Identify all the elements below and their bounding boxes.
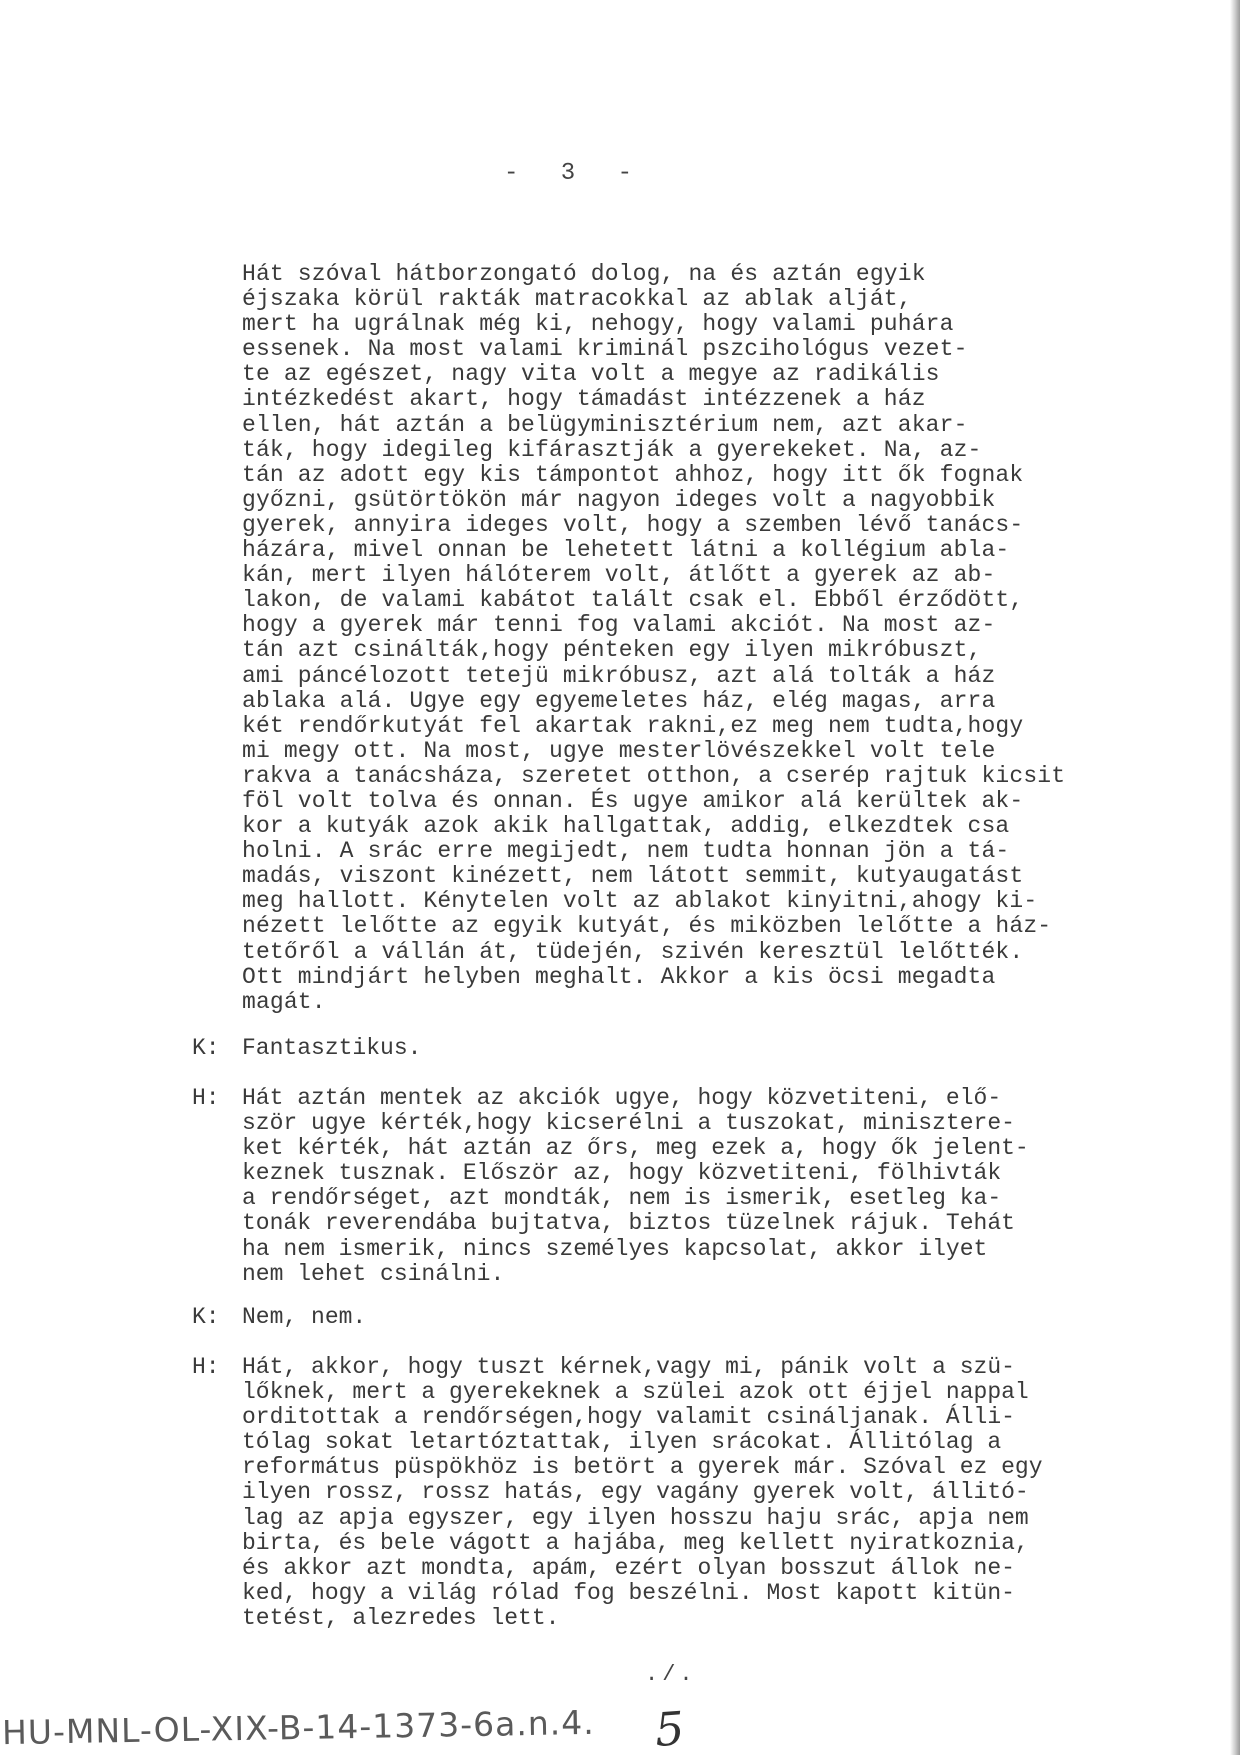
dialogue-text: Nem, nem. xyxy=(242,1304,367,1330)
speaker-label: H: xyxy=(192,1085,220,1111)
continuation-mark: ./. xyxy=(645,1662,697,1687)
speaker-label: K: xyxy=(192,1035,220,1061)
speaker-label: H: xyxy=(192,1354,220,1380)
opening-paragraph: Hát szóval hátborzongató dolog, na és aztán egyik éjszaka körül rakták matracokkal az ablak alját, mert ha ugrálnak még ki, nehogy, hogy valami puhára essenek. Na most valami kriminál pszcihológus vezet- te az egészet, nagy vita volt a megye az radikális intézkedést akart, hogy támadást intézzenek a ház ellen, hát aztán a belügyminisztérium nem, azt akar- ták, hogy idegileg kifárasztják a gyerekeket. Na, az- tán az adott egy kis támpontot ahhoz, hogy itt ők fognak győzni, gsütörtökön már nagyon ideges volt a nagyobbik gyerek, annyira ideges volt, hogy a szemben lévő tanács- házára, mivel onnan be lehetett látni a kollégium abla- kán, mert ilyen hálóterem volt, átlőtt a gyerek az ab- lakon, de valami kabátot talált csak el. Ebből érződött, hogy a gyerek már tenni fog valami akciót. Na most az- tán azt csinálták,hogy pénteken egy ilyen mikróbuszt, ami páncélozott tetejü mikróbusz, azt alá tolták a ház ablaka alá. Ugye egy egyemeletes ház, elég magas, arra két rendőrkutyát fel akartak rakni,ez meg nem tudta,hogy mi megy ott. Na most, ugye mesterlövészekkel volt tele rakva a tanácsháza, szeretet otthon, a cserép rajtuk kicsit föl volt tolva és onnan. És ugye amikor alá kerültek ak- kor a kutyák azok akik hallgattak, addig, elkezdtek csa holni. A srác erre megijedt, nem tudta honnan jön a tá- madás, viszont kinézett, nem látott semmit, kutyaugatást meg hallott. Kénytelen volt az ablakot kinyitni,ahogy ki- nézett lelőtte az egyik kutyát, és miközben lelőtte a ház- tetőről a vállán át, tüdején, szivén keresztül lelőtték. Ott mindjárt helyben meghalt. Akkor a kis öcsi megadta magát. xyxy=(242,261,1066,1015)
page-edge-shadow xyxy=(1230,0,1240,1755)
page-number: - 3 - xyxy=(503,160,646,187)
archive-reference: HU-MNL-OL-XIX-B-14-1373-6a.n.4. xyxy=(1,1702,595,1753)
handwritten-page-number: 5 xyxy=(653,1701,687,1757)
dialogue-text: Fantasztikus. xyxy=(242,1035,422,1061)
dialogue-text: Hát aztán mentek az akciók ugye, hogy közvetiteni, elő- ször ugye kérték,hogy kicserélni a tuszokat, minisztere- ket kérték, hát aztán az őrs, meg ezek a, hogy ők jelent- keznek tusznak. Először az, hogy közvetiteni, fölhivták a rendőrséget, azt mondták, nem is ismerik, esetleg ka- tonák reverendába bujtatva, biztos tüzelnek rájuk. Tehát ha nem ismerik, nincs személyes kapcsolat, akkor ilyet nem lehet csinálni. xyxy=(242,1085,1029,1287)
dialogue-text: Hát, akkor, hogy tuszt kérnek,vagy mi, pánik volt a szü- lőknek, mert a gyerekeknek a szülei azok ott éjjel nappal orditottak a rendőrségen,hogy valamit csináljanak. Álli- tólag sokat letartóztattak, ilyen srácokat. Állitólag a református püspökhöz is betört a gyerek már. Szóval ez egy ilyen rossz, rossz hatás, egy vagány gyerek volt, állitó- lag az apja egyszer, egy ilyen hosszu haju srác, apja nem birta, és bele vágott a hajába, meg kellett nyiratkoznia, és akkor azt mondta, apám, ezért olyan bosszut állok ne- ked, hogy a világ rólad fog beszélni. Most kapott kitün- tetést, alezredes lett. xyxy=(242,1354,1043,1631)
speaker-label: K: xyxy=(192,1304,220,1330)
